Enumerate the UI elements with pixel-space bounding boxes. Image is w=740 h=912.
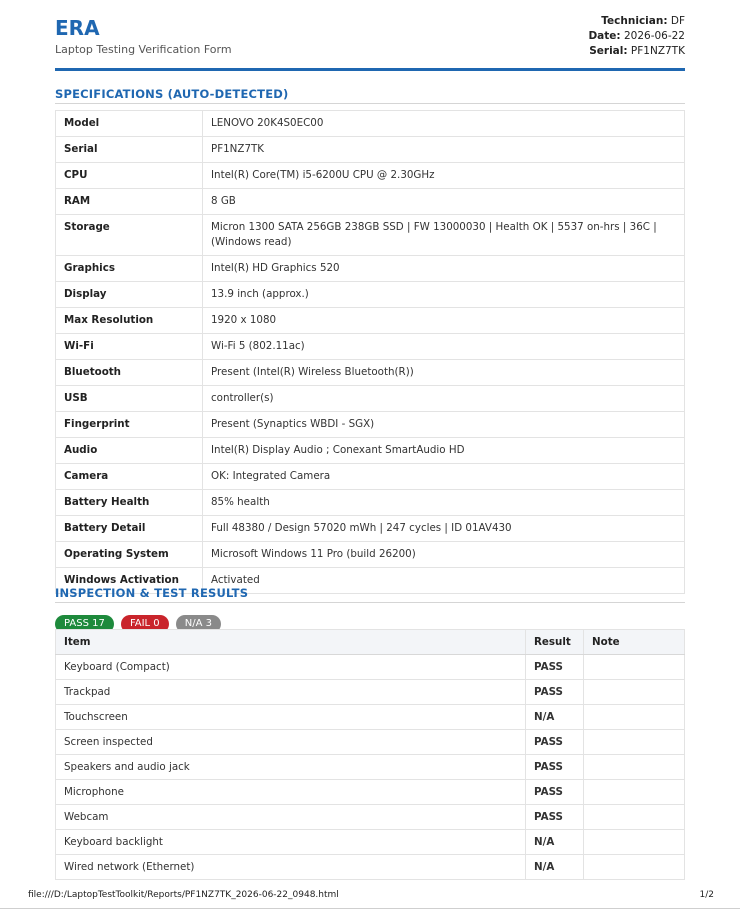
spec-value: Intel(R) Display Audio ; Conexant SmartAudio HD xyxy=(203,438,685,464)
test-result: N/A xyxy=(526,705,584,730)
spec-key: Battery Detail xyxy=(56,516,203,542)
spec-key: Storage xyxy=(56,215,203,256)
test-row xyxy=(56,805,685,830)
spec-key: Max Resolution xyxy=(56,308,203,334)
spec-value: 8 GB xyxy=(203,189,685,215)
test-note xyxy=(584,705,685,730)
report-file-path: file:///D:/LaptopTestToolkit/Reports/PF1NZ7TK_2026-06-22_0948.html xyxy=(28,890,339,900)
spec-value: Microsoft Windows 11 Pro (build 26200) xyxy=(203,542,685,568)
test-row xyxy=(56,730,685,755)
spec-key: CPU xyxy=(56,163,203,189)
spec-row xyxy=(56,360,685,386)
spec-row xyxy=(56,137,685,163)
spec-value: 1920 x 1080 xyxy=(203,308,685,334)
column-header-note: Note xyxy=(584,630,685,655)
spec-value: 85% health xyxy=(203,490,685,516)
test-note xyxy=(584,830,685,855)
test-note xyxy=(584,805,685,830)
tests-table xyxy=(55,629,685,880)
specs-table xyxy=(55,110,685,594)
spec-value: Full 48380 / Design 57020 mWh | 247 cycles | ID 01AV430 xyxy=(203,516,685,542)
tests-section-title: INSPECTION & TEST RESULTS xyxy=(55,586,685,603)
spec-row xyxy=(56,282,685,308)
spec-value: Activated xyxy=(203,568,685,594)
test-result: PASS xyxy=(526,755,584,780)
spec-row xyxy=(56,334,685,360)
specs-section-title: SPECIFICATIONS (AUTO-DETECTED) xyxy=(55,87,685,104)
test-row xyxy=(56,855,685,880)
test-row xyxy=(56,755,685,780)
test-note xyxy=(584,655,685,680)
test-note xyxy=(584,780,685,805)
spec-key: Serial xyxy=(56,137,203,163)
spec-row xyxy=(56,111,685,137)
test-result: N/A xyxy=(526,830,584,855)
spec-row xyxy=(56,516,685,542)
spec-key: Camera xyxy=(56,464,203,490)
spec-row xyxy=(56,308,685,334)
spec-key: Model xyxy=(56,111,203,137)
spec-row xyxy=(56,386,685,412)
spec-value: Wi-Fi 5 (802.11ac) xyxy=(203,334,685,360)
test-note xyxy=(584,755,685,780)
test-note xyxy=(584,730,685,755)
test-item: Wired network (Ethernet) xyxy=(56,855,526,880)
spec-key: RAM xyxy=(56,189,203,215)
spec-value: PF1NZ7TK xyxy=(203,137,685,163)
spec-key: Graphics xyxy=(56,256,203,282)
report-header xyxy=(55,0,685,71)
test-item: Touchscreen xyxy=(56,705,526,730)
spec-key: Battery Health xyxy=(56,490,203,516)
date-label: Date: xyxy=(588,30,621,42)
spec-key: Windows Activation xyxy=(56,568,203,594)
spec-row xyxy=(56,189,685,215)
spec-value: Micron 1300 SATA 256GB 238GB SSD | FW 13000030 | Health OK | 5537 on-hrs | 36C | (Windows read) xyxy=(203,215,685,256)
test-note xyxy=(584,855,685,880)
spec-value: Present (Synaptics WBDI - SGX) xyxy=(203,412,685,438)
brand-logo: ERA xyxy=(55,16,100,40)
date-value: 2026-06-22 xyxy=(623,30,685,42)
test-result: PASS xyxy=(526,805,584,830)
spec-value: Intel(R) HD Graphics 520 xyxy=(203,256,685,282)
spec-key: USB xyxy=(56,386,203,412)
page-number: 1/2 xyxy=(699,890,714,900)
test-item: Webcam xyxy=(56,805,526,830)
test-row xyxy=(56,705,685,730)
test-result: PASS xyxy=(526,680,584,705)
spec-value: Present (Intel(R) Wireless Bluetooth(R)) xyxy=(203,360,685,386)
test-row xyxy=(56,655,685,680)
serial-value: PF1NZ7TK xyxy=(630,45,685,57)
test-item: Microphone xyxy=(56,780,526,805)
spec-key: Bluetooth xyxy=(56,360,203,386)
serial-label: Serial: xyxy=(589,45,628,57)
form-subtitle: Laptop Testing Verification Form xyxy=(55,43,232,56)
result-summary xyxy=(55,611,223,629)
spec-row xyxy=(56,163,685,189)
spec-value: OK: Integrated Camera xyxy=(203,464,685,490)
test-result: PASS xyxy=(526,730,584,755)
test-result: PASS xyxy=(526,780,584,805)
spec-value: 13.9 inch (approx.) xyxy=(203,282,685,308)
spec-value: Intel(R) Core(TM) i5-6200U CPU @ 2.30GHz xyxy=(203,163,685,189)
page-edge-divider xyxy=(0,908,740,909)
pass-count-badge: PASS 17 xyxy=(55,615,114,633)
column-header-item: Item xyxy=(56,630,526,655)
spec-value: LENOVO 20K4S0EC00 xyxy=(203,111,685,137)
report-page xyxy=(55,0,685,873)
spec-row xyxy=(56,464,685,490)
technician-label: Technician: xyxy=(601,15,668,27)
test-item: Screen inspected xyxy=(56,730,526,755)
test-item: Speakers and audio jack xyxy=(56,755,526,780)
technician-value: DF xyxy=(670,15,685,27)
test-row xyxy=(56,780,685,805)
na-count-badge: N/A 3 xyxy=(176,615,221,633)
test-item: Trackpad xyxy=(56,680,526,705)
spec-row xyxy=(56,256,685,282)
spec-value: controller(s) xyxy=(203,386,685,412)
test-item: Keyboard (Compact) xyxy=(56,655,526,680)
test-row xyxy=(56,680,685,705)
report-meta xyxy=(588,14,685,59)
test-item: Keyboard backlight xyxy=(56,830,526,855)
test-row xyxy=(56,830,685,855)
column-header-result: Result xyxy=(526,630,584,655)
spec-row xyxy=(56,438,685,464)
test-note xyxy=(584,680,685,705)
spec-key: Audio xyxy=(56,438,203,464)
test-result: N/A xyxy=(526,855,584,880)
spec-row xyxy=(56,215,685,256)
fail-count-badge: FAIL 0 xyxy=(121,615,169,633)
spec-row xyxy=(56,542,685,568)
test-result: PASS xyxy=(526,655,584,680)
spec-key: Operating System xyxy=(56,542,203,568)
spec-row xyxy=(56,490,685,516)
spec-key: Display xyxy=(56,282,203,308)
spec-key: Fingerprint xyxy=(56,412,203,438)
spec-key: Wi-Fi xyxy=(56,334,203,360)
tests-header-row xyxy=(56,630,685,655)
spec-row xyxy=(56,412,685,438)
